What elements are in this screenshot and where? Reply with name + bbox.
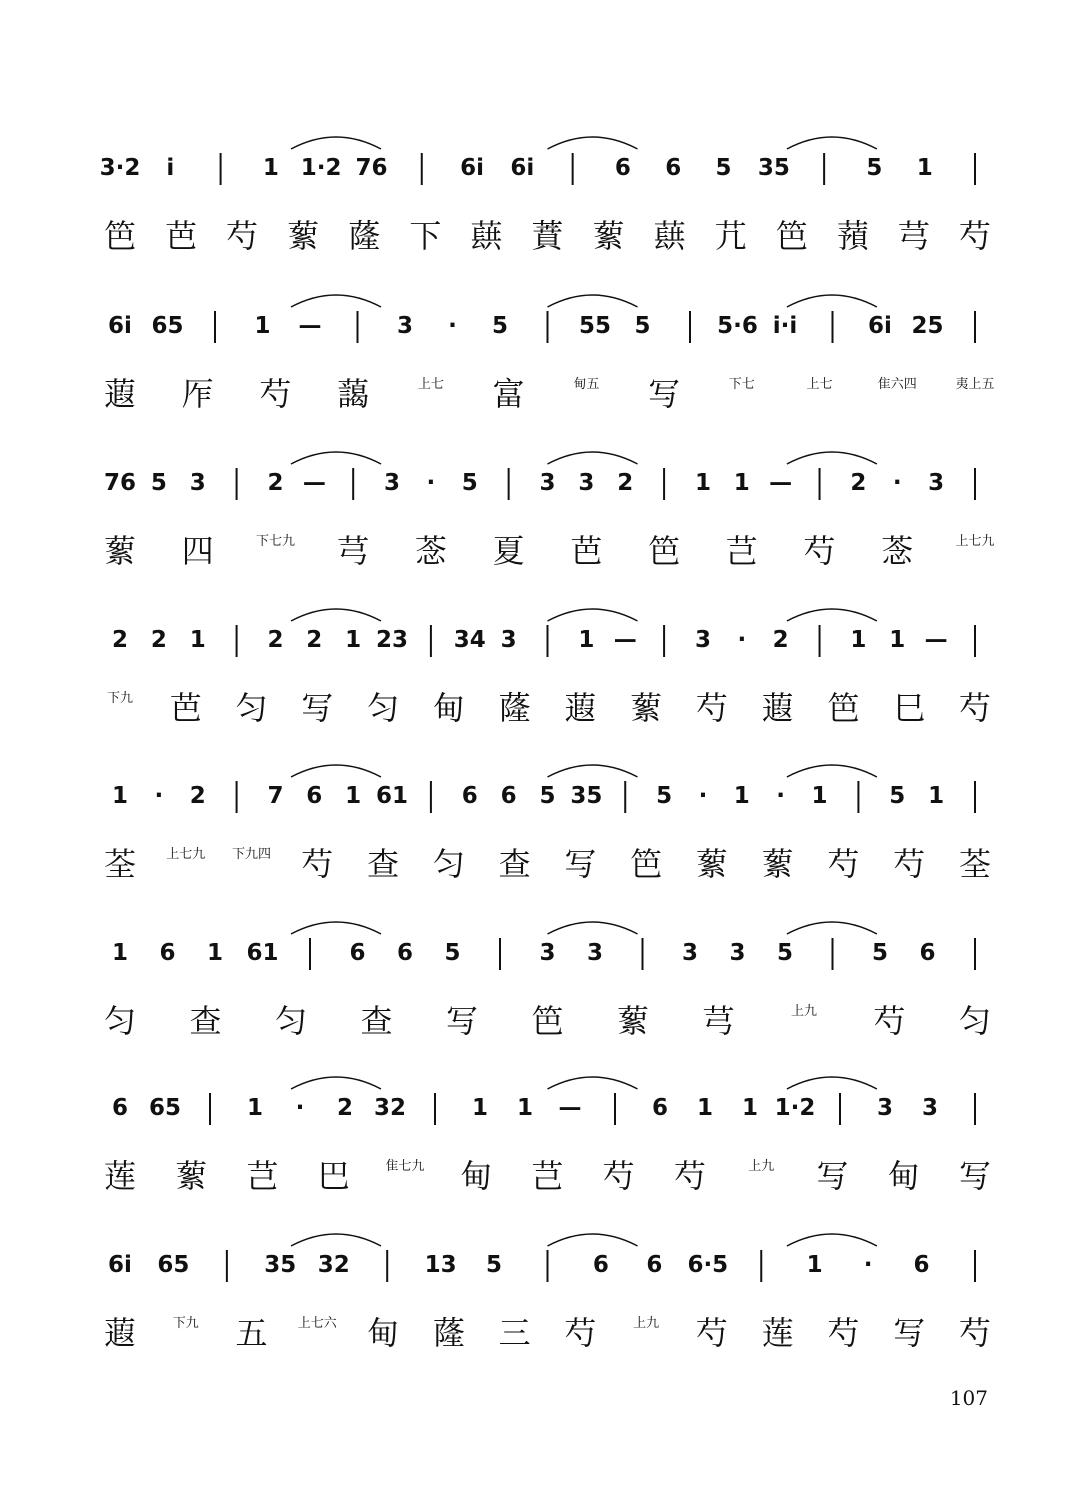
jianpu-note: 13: [424, 1252, 457, 1278]
tablature-annotation: 夷上五: [955, 377, 995, 392]
tablature-glyph: 匀: [274, 1002, 308, 1040]
tablature-annotation: 上七九: [955, 534, 995, 549]
slur: [291, 452, 381, 464]
tablature-glyph: 菍: [414, 532, 447, 570]
jianpu-note: 1: [111, 783, 129, 809]
tablature-annotation: 上七六: [297, 1316, 337, 1331]
slur: [291, 295, 381, 307]
tablature-glyph: 蕻: [653, 217, 686, 255]
jianpu-note: 3: [189, 470, 206, 496]
jianpu-note: 5: [461, 470, 478, 496]
tablature-glyph: 下: [409, 217, 442, 255]
jianpu-note: 5: [656, 783, 673, 809]
tablature-glyph: 写: [301, 689, 334, 727]
jianpu-note: 1: [516, 1095, 534, 1121]
tablature-glyph: 芎: [702, 1002, 735, 1040]
tablature-glyph: 写: [445, 1002, 479, 1040]
tablature-glyph: 蕠: [761, 845, 794, 883]
system-7: [104, 1077, 991, 1195]
tablature-glyph: 蕡: [531, 217, 564, 255]
tablature-glyph: 芑: [246, 1157, 279, 1195]
tablature-glyph: 蕠: [630, 689, 663, 727]
jianpu-note: 32: [317, 1252, 350, 1278]
jianpu-note: ·: [426, 470, 436, 496]
tablature-glyph: 芎: [897, 217, 930, 255]
tablature-glyph: 巳: [893, 689, 926, 727]
tablature-glyph: 芁: [714, 217, 747, 255]
tablature-glyph: 莲: [103, 1157, 137, 1195]
tablature-glyph: 甸: [887, 1157, 920, 1195]
tablature-annotation: 隹七九: [385, 1159, 425, 1174]
tablature-glyph: 笆: [531, 1002, 564, 1040]
tablature-glyph: 蕯: [498, 689, 531, 727]
jianpu-note: 34: [453, 627, 486, 653]
tablature-glyph: 写: [893, 1314, 926, 1352]
slur: [548, 1077, 638, 1089]
tablature-glyph: 芍: [695, 1314, 728, 1352]
slur: [787, 452, 877, 464]
slur: [548, 452, 638, 464]
jianpu-note: 5: [539, 783, 556, 809]
tablature-glyph: 藹: [337, 375, 370, 413]
tablature-glyph: 匀: [103, 1002, 137, 1040]
tablature-annotation: 上九: [633, 1316, 660, 1331]
jianpu-note: 3: [681, 940, 699, 966]
tablature-glyph: 匀: [432, 845, 465, 883]
tablature-glyph: 写: [958, 1157, 992, 1195]
tablature-annotation: 隹六四: [877, 377, 917, 392]
tablature-glyph: 蕸: [761, 689, 794, 727]
jianpu-note: 5: [444, 940, 461, 966]
tablature-glyph: 芍: [259, 375, 292, 413]
tablature-glyph: 查: [498, 845, 531, 883]
slur: [291, 137, 381, 149]
jianpu-note: ·: [863, 1252, 873, 1278]
jianpu-note: 2: [150, 627, 167, 653]
jianpu-note: 3: [396, 313, 414, 339]
tablature-glyph: 甸: [367, 1314, 400, 1352]
slur: [548, 765, 638, 777]
slur: [291, 765, 381, 777]
jianpu-note: i: [166, 155, 175, 181]
tablature-glyph: 蕠: [287, 217, 320, 255]
jianpu-note: 65: [151, 313, 184, 339]
jianpu-note: —: [302, 470, 326, 496]
tablature-annotation: 上七: [806, 377, 833, 392]
tablature-glyph: 蕸: [564, 689, 597, 727]
tablature-glyph: 蕠: [103, 532, 137, 570]
jianpu-note: ·: [892, 470, 902, 496]
jianpu-note: 7: [267, 783, 284, 809]
jianpu-note: 5: [715, 155, 732, 181]
jianpu-note: 5: [491, 313, 509, 339]
jianpu-note: —: [769, 470, 793, 496]
tablature-glyph: 芭: [169, 689, 202, 727]
tablature-glyph: 蕯: [348, 217, 381, 255]
system-5: [104, 765, 991, 883]
jianpu-note: 1: [206, 940, 224, 966]
jianpu-note: 32: [373, 1095, 407, 1121]
jianpu-note: 35: [570, 783, 603, 809]
jianpu-note: 25: [911, 313, 944, 339]
tablature-glyph: 笆: [648, 532, 681, 570]
jianpu-note: 1: [916, 155, 933, 181]
jianpu-note: 5: [486, 1252, 503, 1278]
jianpu-note: 61: [376, 783, 409, 809]
tablature-glyph: 蕠: [592, 217, 625, 255]
jianpu-note: 1: [345, 627, 362, 653]
jianpu-note: 76: [103, 470, 137, 496]
jianpu-note: 1: [928, 783, 945, 809]
tablature-glyph: 芎: [337, 532, 370, 570]
jianpu-note: 2: [336, 1095, 354, 1121]
jianpu-note: 3: [586, 940, 604, 966]
tablature-annotation: 下九四: [232, 847, 272, 862]
tablature-glyph: 芍: [958, 689, 992, 727]
jianpu-note: 3: [694, 627, 711, 653]
jianpu-note: 6: [592, 1252, 609, 1278]
tablature-glyph: 芍: [673, 1157, 707, 1195]
jianpu-note: ·: [698, 783, 708, 809]
tablature-glyph: 蕸: [103, 375, 137, 413]
jianpu-note: 1: [733, 470, 750, 496]
jianpu-note: 5: [776, 940, 794, 966]
tablature-glyph: 甸: [460, 1157, 493, 1195]
jianpu-note: 6: [396, 940, 414, 966]
jianpu-note: 2: [617, 470, 634, 496]
tablature-glyph: 蕸: [103, 1314, 137, 1352]
jianpu-note: 2: [850, 470, 867, 496]
slur: [787, 1234, 877, 1246]
tablature-glyph: 笆: [827, 689, 860, 727]
jianpu-note: 65: [148, 1095, 182, 1121]
tablature-glyph: 写: [816, 1157, 849, 1195]
jianpu-note: 1: [189, 627, 206, 653]
tablature-glyph: 芍: [827, 1314, 860, 1352]
system-2: [104, 295, 995, 413]
tablature-glyph: 芍: [695, 689, 728, 727]
jianpu-note: 1·2: [300, 155, 342, 181]
tablature-glyph: 芭: [165, 217, 198, 255]
tablature-glyph: 蕠: [616, 1002, 650, 1040]
tablature-annotation: 下九: [106, 691, 134, 706]
jianpu-note: 6: [651, 1095, 669, 1121]
jianpu-note: 6i: [510, 155, 535, 181]
tablature-glyph: 笆: [775, 217, 808, 255]
tablature-glyph: 夏: [492, 532, 525, 570]
tablature-glyph: 匀: [367, 689, 400, 727]
tablature-glyph: 写: [564, 845, 597, 883]
tablature-glyph: 查: [189, 1002, 222, 1040]
jianpu-note: 2: [267, 470, 284, 496]
tablature-glyph: 查: [367, 845, 400, 883]
tablature-annotation: 甸五: [573, 377, 600, 392]
jianpu-note: —: [298, 313, 322, 339]
tablature-glyph: 四: [181, 532, 214, 570]
tablature-glyph: 蕻: [470, 217, 503, 255]
tablature-glyph: 芍: [893, 845, 926, 883]
jianpu-note: 3: [384, 470, 401, 496]
slur: [787, 922, 877, 934]
jianpu-note: 1: [111, 940, 129, 966]
jianpu-note: 1: [889, 627, 906, 653]
jianpu-note: 2: [111, 627, 129, 653]
jianpu-note: 2: [306, 627, 323, 653]
slur: [787, 137, 877, 149]
jianpu-note: 2: [772, 627, 789, 653]
tablature-glyph: 荃: [103, 845, 137, 883]
jianpu-note: 5: [634, 313, 651, 339]
jianpu-note: 6·5: [687, 1252, 729, 1278]
jianpu-note: 6: [614, 155, 631, 181]
tablature-annotation: 下七: [728, 377, 755, 392]
jianpu-note: 6: [913, 1252, 930, 1278]
slur: [548, 1234, 638, 1246]
jianpu-note: 5: [871, 940, 889, 966]
system-4: [107, 609, 991, 727]
tablature-glyph: 芍: [803, 532, 836, 570]
jianpu-note: 5: [150, 470, 167, 496]
tablature-glyph: 笆: [103, 217, 137, 255]
jianpu-note: 5·6: [717, 313, 758, 339]
slur: [291, 1077, 381, 1089]
tablature-glyph: 芍: [564, 1314, 597, 1352]
jianpu-note: 3: [729, 940, 746, 966]
slur: [291, 922, 381, 934]
jianpu-note: 1: [262, 155, 279, 181]
jianpu-note: ·: [776, 783, 786, 809]
slur: [787, 765, 877, 777]
jianpu-note: 76: [355, 155, 388, 181]
jianpu-note: 1: [806, 1252, 823, 1278]
jianpu-note: 3: [578, 470, 595, 496]
jianpu-note: 35: [264, 1252, 297, 1278]
jianpu-note: 6: [349, 940, 366, 966]
jianpu-note: 6i: [460, 155, 485, 181]
tablature-glyph: 菍: [881, 532, 914, 570]
jianpu-note: 23: [376, 627, 409, 653]
tablature-glyph: 芍: [827, 845, 860, 883]
page-number: 107: [949, 1386, 988, 1410]
tablature-glyph: 蕠: [175, 1157, 208, 1195]
jianpu-note: 3: [500, 627, 517, 653]
jianpu-note: —: [924, 627, 948, 653]
jianpu-note: 55: [578, 313, 612, 339]
jianpu-note: 6: [665, 155, 682, 181]
tablature-glyph: 匀: [958, 1002, 992, 1040]
slur: [787, 295, 877, 307]
tablature-glyph: 芍: [873, 1002, 906, 1040]
jianpu-note: ·: [295, 1095, 305, 1121]
jianpu-note: 6: [500, 783, 517, 809]
tablature-glyph: 笆: [630, 845, 663, 883]
slur: [548, 922, 638, 934]
tablature-glyph: 芍: [958, 217, 992, 255]
tablature-glyph: 甸: [432, 689, 465, 727]
tablature-glyph: 芑: [725, 532, 758, 570]
tablature-glyph: 富: [492, 375, 525, 413]
tablature-glyph: 芭: [570, 532, 603, 570]
tablature-annotation: 下九: [172, 1316, 199, 1331]
jianpu-note: 1: [578, 627, 595, 653]
tablature-glyph: 五: [235, 1314, 268, 1352]
tablature-glyph: 匀: [235, 689, 268, 727]
jianpu-note: 6: [646, 1252, 663, 1278]
jianpu-note: 6: [461, 783, 478, 809]
jianpu-note: 61: [246, 940, 279, 966]
tablature-glyph: 蕠: [695, 845, 728, 883]
tablature-glyph: 芍: [226, 217, 259, 255]
tablature-glyph: 写: [648, 375, 681, 413]
tablature-annotation: 下七九: [255, 534, 295, 549]
system-3: [104, 452, 995, 570]
jianpu-note: 5: [866, 155, 883, 181]
jianpu-note: 1: [345, 783, 362, 809]
tablature-glyph: 蕯: [432, 1314, 465, 1352]
jianpu-note: ·: [154, 783, 164, 809]
jianpu-note: 65: [157, 1252, 190, 1278]
jianpu-note: —: [613, 627, 637, 653]
slur: [291, 609, 381, 621]
slur: [787, 1077, 877, 1089]
tablature-glyph: 蕷: [836, 217, 869, 255]
slur: [548, 295, 638, 307]
jianpu-note: 1: [733, 783, 750, 809]
jianpu-note: 1·2: [774, 1095, 816, 1121]
jianpu-note: 3: [539, 470, 556, 496]
tablature-glyph: 巴: [317, 1157, 350, 1195]
jianpu-note: 6: [159, 940, 176, 966]
jianpu-note: 1: [694, 470, 711, 496]
jianpu-note: 6: [111, 1095, 129, 1121]
system-8: [104, 1234, 991, 1352]
jianpu-note: 6i: [108, 1252, 132, 1278]
slur: [291, 1234, 381, 1246]
jianpu-note: 2: [267, 627, 284, 653]
tablature-glyph: 厏: [181, 375, 214, 413]
tablature-glyph: 芍: [301, 845, 334, 883]
jianpu-note: 6i: [108, 313, 132, 339]
jianpu-note: 6: [306, 783, 323, 809]
tablature-glyph: 芍: [602, 1157, 635, 1195]
jianpu-note: ·: [448, 313, 457, 339]
jianpu-note: 1: [741, 1095, 759, 1121]
jianpu-note: 1: [696, 1095, 714, 1121]
jianpu-note: 1: [254, 313, 271, 339]
jianpu-note: 35: [757, 155, 790, 181]
jianpu-note: 3: [539, 940, 556, 966]
tablature-annotation: 上九: [790, 1004, 818, 1019]
jianpu-note: i·i: [772, 313, 798, 339]
system-1: [100, 137, 991, 255]
tablature-glyph: 荃: [958, 845, 992, 883]
jianpu-note: 1: [850, 627, 867, 653]
jianpu-note: 3: [921, 1095, 939, 1121]
jianpu-note: 2: [189, 783, 206, 809]
system-6: [104, 922, 991, 1040]
tablature-glyph: 三: [498, 1314, 531, 1352]
tablature-annotation: 上七九: [166, 847, 206, 862]
slur: [548, 609, 638, 621]
jianpu-note: 5: [889, 783, 906, 809]
slur: [548, 137, 638, 149]
jianpu-note: ·: [737, 627, 747, 653]
systems: [100, 137, 995, 1352]
tablature-annotation: 上九: [748, 1159, 775, 1174]
jianpu-note: 1: [246, 1095, 264, 1121]
slur: [787, 609, 877, 621]
jianpu-note: —: [558, 1095, 582, 1121]
tablature-glyph: 芑: [531, 1157, 564, 1195]
jianpu-note: 1: [471, 1095, 489, 1121]
jianpu-note: 6i: [868, 313, 892, 339]
jianpu-note: 3·2: [99, 155, 141, 181]
jianpu-note: 6: [919, 940, 936, 966]
tablature-annotation: 上七: [417, 377, 444, 392]
jianpu-note: 3: [928, 470, 945, 496]
tablature-glyph: 查: [360, 1002, 393, 1040]
tablature-glyph: 莲: [761, 1314, 794, 1352]
jianpu-note: 1: [811, 783, 828, 809]
tablature-glyph: 芍: [958, 1314, 992, 1352]
jianpu-note: 3: [876, 1095, 894, 1121]
